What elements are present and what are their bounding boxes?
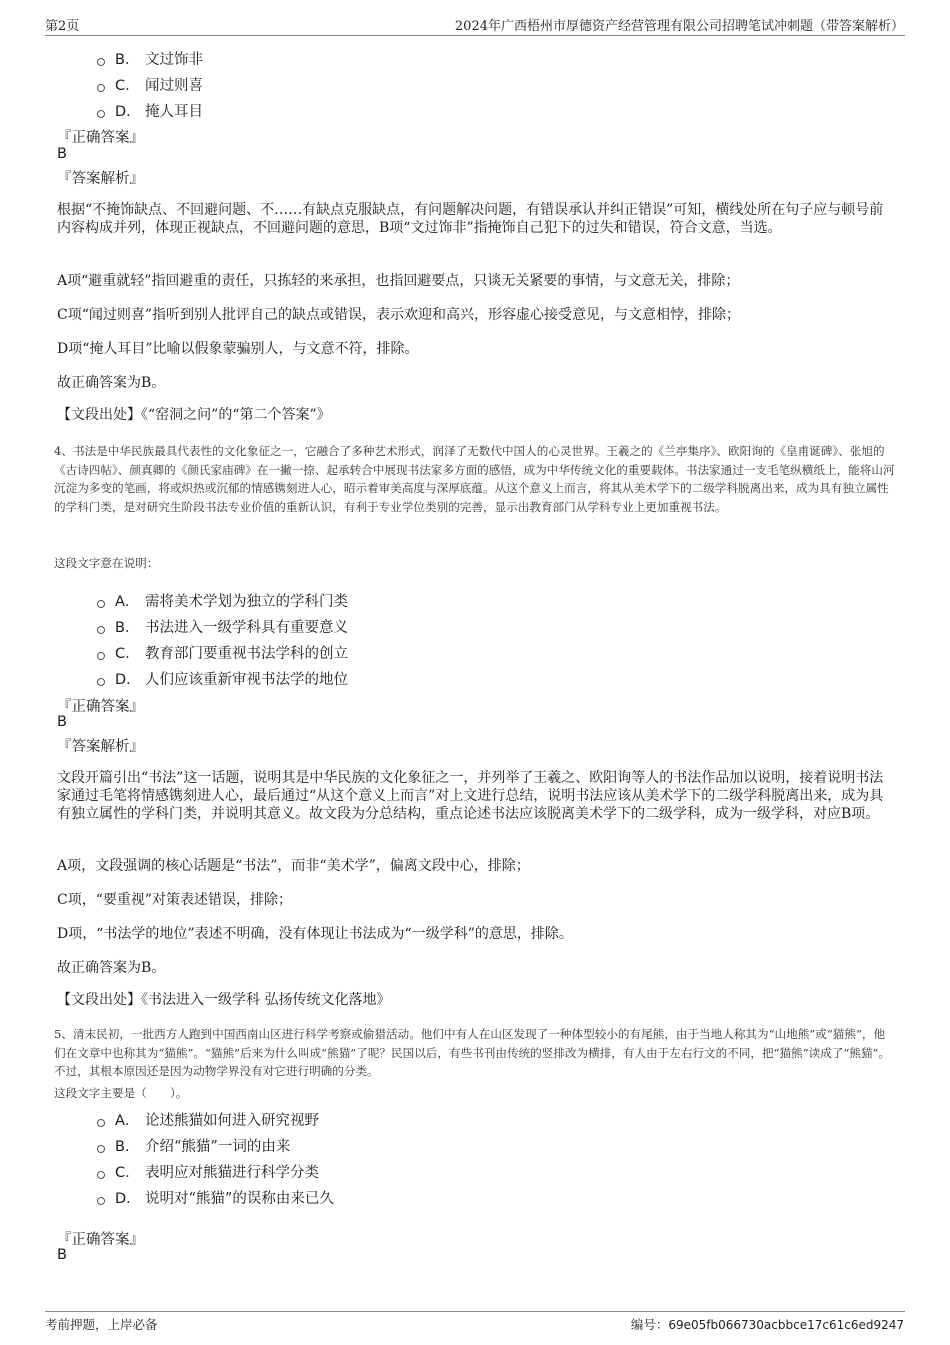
q5-option-b[interactable]: B． 介绍“熊猫”一词的由来 xyxy=(97,1135,290,1156)
q4-answer-tag: 『正确答案』 xyxy=(57,699,144,715)
q4-source: 【文段出处】《书法进入一级学科 弘扬传统文化落地》 xyxy=(57,992,391,1008)
q4-question: 这段文字意在说明： xyxy=(54,556,159,570)
q3-option-d[interactable]: D． 掩人耳目 xyxy=(97,100,203,121)
q5-answer-tag: 『正确答案』 xyxy=(57,1232,144,1248)
radio-icon[interactable] xyxy=(97,58,105,66)
q3-analysis-a: A项“避重就轻”指回避重的责任，只拣轻的来承担，也指回避要点，只谈无关紧要的事情，与文意无关，排除； xyxy=(57,273,740,289)
q4-analysis-tag: 『答案解析』 xyxy=(57,739,144,755)
footer-code-label: 编号： xyxy=(630,1317,669,1332)
radio-icon[interactable] xyxy=(97,1171,105,1179)
radio-icon[interactable] xyxy=(97,1197,105,1205)
q4-option-b[interactable]: B． 书法进入一级学科具有重要意义 xyxy=(97,616,348,637)
q3-source: 【文段出处】《“窑洞之问”的“第二个答案”》 xyxy=(57,407,331,423)
q5-answer: B xyxy=(57,1247,67,1263)
radio-icon[interactable] xyxy=(97,110,105,118)
q4-option-c[interactable]: C． 教育部门要重视书法学科的创立 xyxy=(97,642,348,663)
q3-answer-tag: 『正确答案』 xyxy=(57,130,144,146)
radio-icon[interactable] xyxy=(97,678,105,686)
q4-analysis-d: D项，“书法学的地位”表述不明确，没有体现让书法成为“一级学科”的意思，排除。 xyxy=(57,926,573,942)
q4-answer: B xyxy=(57,714,67,730)
q4-conclusion: 故正确答案为B。 xyxy=(57,960,166,976)
q3-analysis-c: C项“闻过则喜”指听到别人批评自己的缺点或错误，表示欢迎和高兴，形容虚心接受意见，与文意相悖，排除； xyxy=(57,307,741,323)
radio-icon[interactable] xyxy=(97,84,105,92)
header-divider xyxy=(45,35,905,36)
q4-analysis-c: C项，“要重视”对策表述错误，排除； xyxy=(57,892,293,908)
radio-icon[interactable] xyxy=(97,1119,105,1127)
q3-option-b[interactable]: B． 文过饰非 xyxy=(97,48,203,69)
footer-code-value: 69e05fb066730acbbce17c61c6ed9247 xyxy=(668,1318,904,1332)
radio-icon[interactable] xyxy=(97,652,105,660)
q5-option-a[interactable]: A． 论述熊猫如何进入研究视野 xyxy=(97,1109,319,1130)
q5-stem: 5、清末民初，一批西方人跑到中国西南山区进行科学考察或偷猎活动。他们中有人在山区发现了一种体型较小的有尾熊，由于当地人称其为“山地熊”或“猫熊”，他们在文章中也称其为“猫熊”。“猫熊”后来为什么叫成“熊猫”了呢？民国以后，有些书刊由传统的竖排改为横排，有人由于左右行文的不同，把“猫熊”读成了“熊猫”。不过，其根本原因还是因为动物学界没有对它进行明确的分类。 xyxy=(54,1027,891,1078)
q3-option-c[interactable]: C． 闻过则喜 xyxy=(97,74,203,95)
footer-code xyxy=(631,1315,904,1333)
q4-option-d[interactable]: D． 人们应该重新审视书法学的地位 xyxy=(97,668,348,689)
q5-option-d[interactable]: D． 说明对“熊猫”的误称由来已久 xyxy=(97,1187,334,1208)
q4-option-a[interactable]: A． 需将美术学划为独立的学科门类 xyxy=(97,590,348,611)
q5-option-c[interactable]: C． 表明应对熊猫进行科学分类 xyxy=(97,1161,319,1182)
q3-answer: B xyxy=(57,146,67,162)
footer-divider xyxy=(45,1311,905,1312)
radio-icon[interactable] xyxy=(97,600,105,608)
q4-analysis-para: 文段开篇引出“书法”这一话题，说明其是中华民族的文化象征之一，并列举了王羲之、欧阳询等人的书法作品加以说明，接着说明书法家通过毛笔将情感镌刻进人心，最后通过“从这个意义上而言”对上文进行总结，说明书法应该从美术学下的二级学科脱离出来，成为具有独立属性的学科门类，并说明其意义。故文段为分总结构，重点论述书法应该脱离美术学下的二级学科，成为一级学科，对应B项。 xyxy=(57,770,884,822)
q5-question: 这段文字主要是（ ）。 xyxy=(54,1086,188,1100)
document-title: 2024年广西梧州市厚德资产经营管理有限公司招聘笔试冲刺题（带答案解析） xyxy=(454,19,904,34)
radio-icon[interactable] xyxy=(97,1145,105,1153)
q3-analysis-para: 根据“不掩饰缺点、不回避问题、不……有缺点克服缺点，有问题解决问题，有错误承认并纠正错误”可知，横线处所在句子应与顿号前内容构成并列，体现正视缺点，不回避问题的意思，B项“文过饰非”指掩饰自己犯下的过失和错误，符合文意，当选。 xyxy=(57,202,884,236)
radio-icon[interactable] xyxy=(97,626,105,634)
q3-analysis-d: D项“掩人耳目”比喻以假象蒙骗别人，与文意不符，排除。 xyxy=(57,341,419,357)
q3-conclusion: 故正确答案为B。 xyxy=(57,375,166,391)
page-number: 第2页 xyxy=(45,19,80,34)
q4-analysis-a: A项，文段强调的核心话题是“书法”，而非“美术学”，偏离文段中心，排除； xyxy=(57,858,530,874)
footer-slogan: 考前押题，上岸必备 xyxy=(45,1317,158,1332)
q3-analysis-tag: 『答案解析』 xyxy=(57,171,144,187)
q4-stem: 4、书法是中华民族最具代表性的文化象征之一，它融合了多种艺术形式，润泽了无数代中国人的心灵世界。王羲之的《兰亭集序》、欧阳询的《皇甫诞碑》、张旭的《古诗四帖》、颜真卿的《颜氏家庙碑》在一撇一捺、起承转合中展现书法家多方面的感悟，成为中华传统文化的重要载体。书法家通过一支毛笔纵横纸上，能将山河沉淀为多变的笔画，将或炽热或沉郁的情感镌刻进人心，昭示着审美高度与深厚底蕴。从这个意义上而言，将其从美术学下的二级学科脱离出来，成为具有独立属性的学科门类，是对研究生阶段书法专业价值的重新认识，有利于专业学位类别的完善，显示出教育部门从学科专业上更加重视书法。 xyxy=(54,444,895,514)
